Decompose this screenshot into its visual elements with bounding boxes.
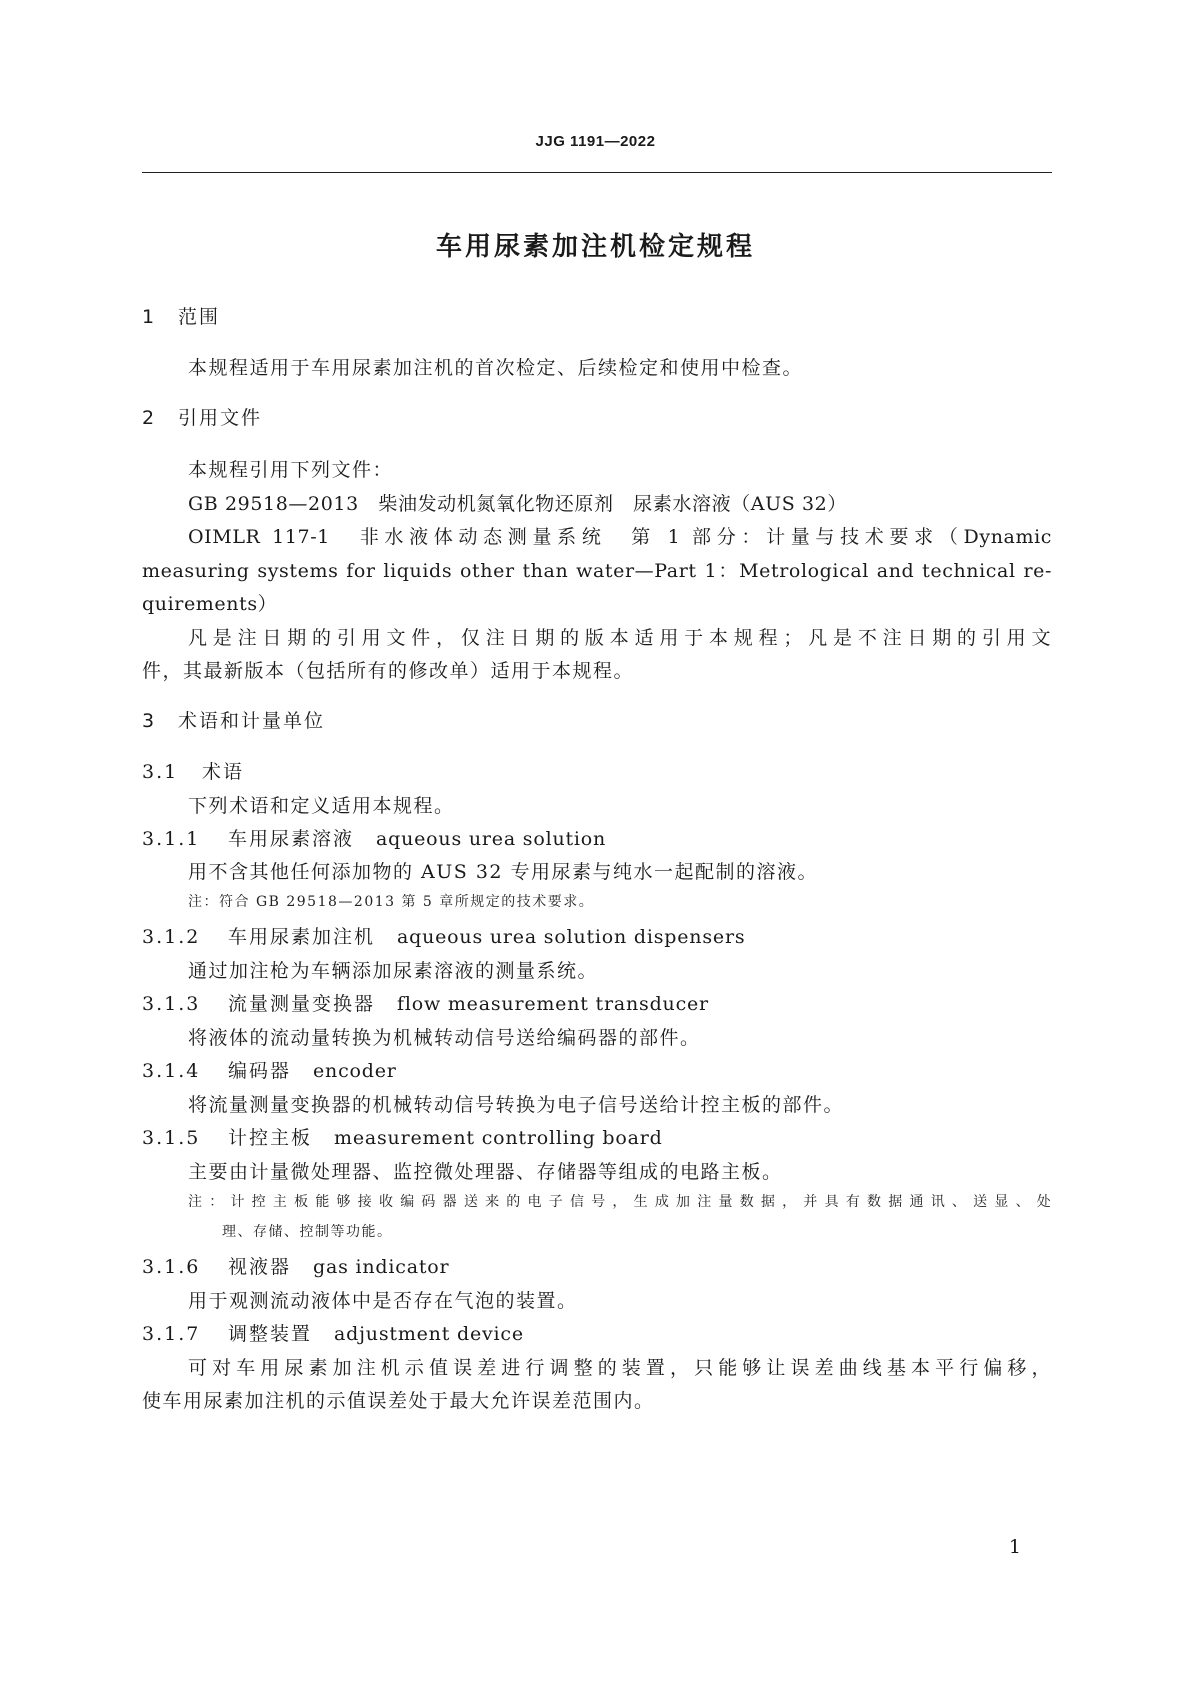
term-name-en: aqueous urea solution dispensers [397,926,746,948]
term-definition: 用于观测流动液体中是否存在气泡的装置。 [188,1290,578,1312]
term-name-zh: 视液器 [228,1256,292,1278]
section-number: 1 [142,306,155,328]
term-number: 3.1.4 [142,1060,201,1082]
ref-oiml-r117-line1: OIMLR 117-1 非水液体动态测量系统 第 1 部分：计量与技术要求（Dynamic [188,526,1052,548]
term-heading-3-1-5 [142,1123,663,1150]
term-name-zh: 计控主板 [228,1127,313,1149]
section-heading-scope [142,302,220,329]
term-name-en: gas indicator [313,1256,450,1278]
ref-oiml-r117-line2: measuring systems for liquids other than water—Part 1：Metrological and technical re- [142,560,1052,582]
subsection-3-1-heading [142,757,266,784]
term-name-zh: 车用尿素加注机 [228,926,376,948]
dated-refs-line1: 凡是注日期的引用文件，仅注日期的版本适用于本规程；凡是不注日期的引用文 [188,627,1052,649]
term-number: 3.1.7 [142,1323,201,1345]
term-number: 3.1.1 [142,828,201,850]
term-definition: 将流量测量变换器的机械转动信号转换为电子信号送给计控主板的部件。 [188,1094,845,1116]
standard-code-header: JJG 1191—2022 [535,133,656,150]
subsection-number: 3.1 [142,761,179,783]
ref-gb-29518: GB 29518—2013 柴油发动机氮氧化物还原剂 尿素水溶液（AUS 32） [188,493,847,515]
page-number: 1 [1008,1536,1021,1558]
term-name-zh: 车用尿素溶液 [228,828,355,850]
term-number: 3.1.3 [142,993,201,1015]
header-rule [142,172,1052,173]
section-heading-references [142,403,262,430]
section-number: 3 [142,710,155,732]
ref-oiml-r117-line3: quirements） [142,593,278,615]
term-heading-3-1-3 [142,989,709,1016]
term-definition: 用不含其他任何添加物的 AUS 32 专用尿素与纯水一起配制的溶液。 [188,861,819,883]
section-heading-terms [142,706,325,733]
term-name-en: flow measurement transducer [397,993,709,1015]
term-heading-3-1-7 [142,1319,524,1346]
term-name-en: aqueous urea solution [376,828,607,850]
term-definition: 通过加注枪为车辆添加尿素溶液的测量系统。 [188,960,599,982]
scope-paragraph: 本规程适用于车用尿素加注机的首次检定、后续检定和使用中检查。 [188,357,804,379]
refs-intro: 本规程引用下列文件： [188,459,394,481]
term-number: 3.1.2 [142,926,201,948]
term-definition-line2: 使车用尿素加注机的示值误差处于最大允许误差范围内。 [142,1390,655,1412]
term-name-zh: 流量测量变换器 [228,993,376,1015]
section-title: 引用文件 [178,407,263,429]
term-number: 3.1.6 [142,1256,201,1278]
term-heading-3-1-1 [142,824,606,851]
section-number: 2 [142,407,155,429]
term-name-zh: 调整装置 [228,1323,313,1345]
term-definition: 将液体的流动量转换为机械转动信号送给编码器的部件。 [188,1027,701,1049]
subsection-title: 术语 [202,761,245,783]
term-note-line2: 理、存储、控制等功能。 [222,1224,393,1240]
term-heading-3-1-2 [142,922,745,949]
term-name-en: adjustment device [334,1323,524,1345]
term-heading-3-1-4 [142,1056,397,1083]
term-definition: 主要由计量微处理器、监控微处理器、存储器等组成的电路主板。 [188,1161,783,1183]
term-definition-line1: 可对车用尿素加注机示值误差进行调整的装置，只能够让误差曲线基本平行偏移， [188,1357,1052,1379]
section-title: 范围 [178,306,221,328]
term-note-line1: 注：计控主板能够接收编码器送来的电子信号，生成加注量数据，并具有数据通讯、送显、处 [188,1194,1052,1210]
term-name-zh: 编码器 [228,1060,292,1082]
term-note: 注：符合 GB 29518—2013 第 5 章所规定的技术要求。 [188,894,595,910]
dated-refs-line2: 件，其最新版本（包括所有的修改单）适用于本规程。 [142,660,635,682]
terms-intro: 下列术语和定义适用本规程。 [188,795,455,817]
term-name-en: encoder [313,1060,397,1082]
term-name-en: measurement controlling board [334,1127,663,1149]
section-title: 术语和计量单位 [178,710,326,732]
term-number: 3.1.5 [142,1127,201,1149]
term-heading-3-1-6 [142,1252,449,1279]
document-title: 车用尿素加注机检定规程 [435,232,755,262]
